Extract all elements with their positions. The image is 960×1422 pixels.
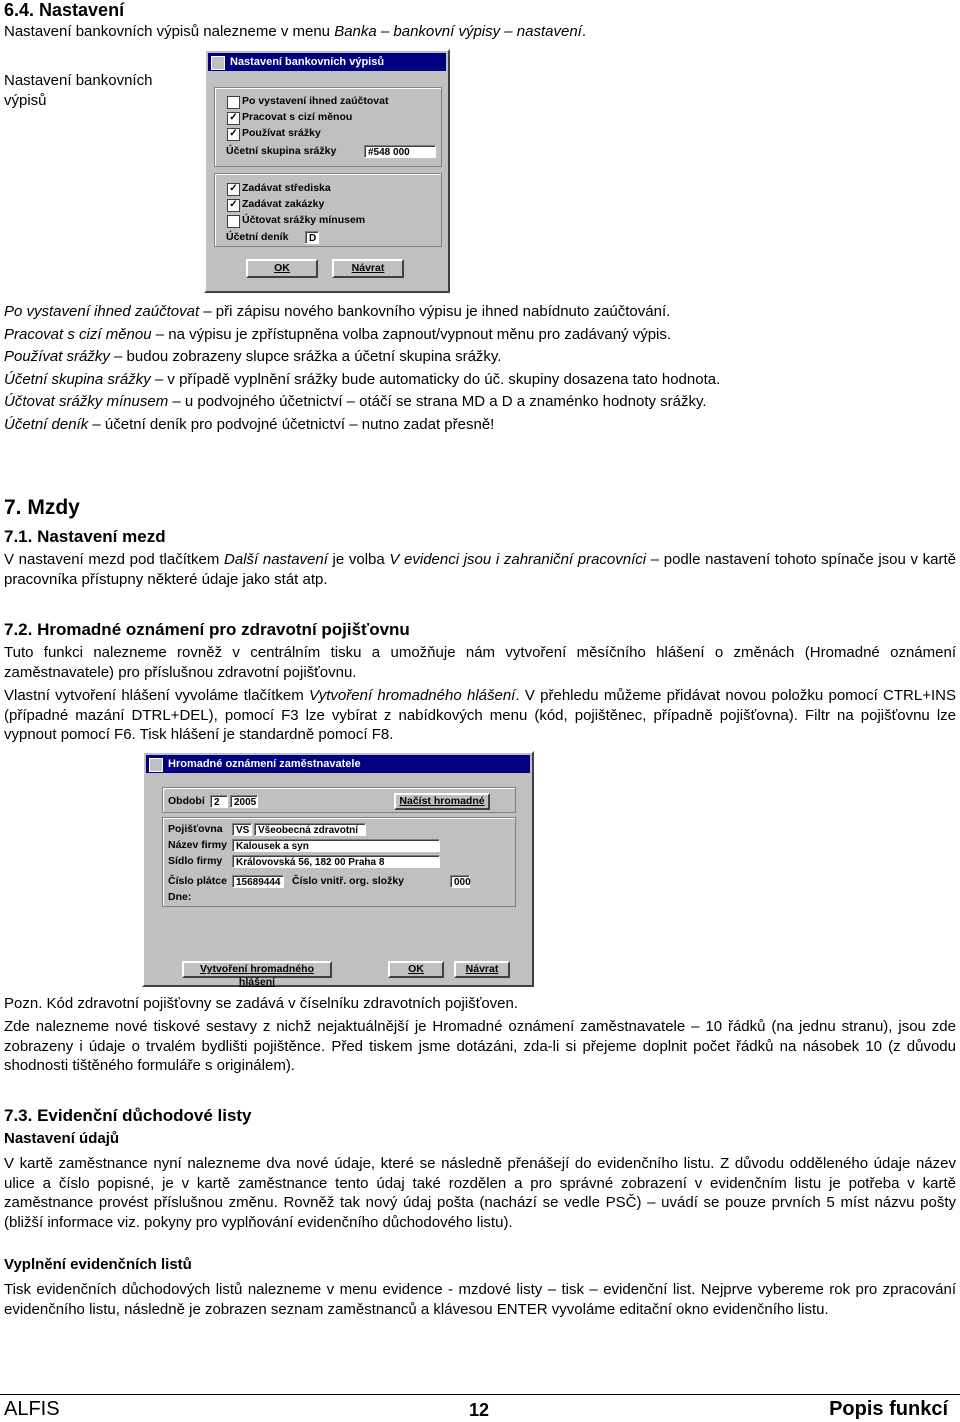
- window-icon: [211, 56, 225, 70]
- field-label: Číslo vnitř. org. složky: [292, 875, 405, 887]
- company-seat-input[interactable]: Královovská 56, 182 00 Praha 8: [232, 855, 440, 868]
- checkbox-label: Zadávat střediska: [242, 182, 331, 194]
- field-label: Účetní deník: [226, 231, 289, 243]
- subheading-fill: Vyplnění evidenčních listů: [4, 1256, 192, 1273]
- window-icon: [149, 758, 163, 772]
- bank-settings-dialog: [204, 49, 450, 293]
- heading-7-3: 7.3. Evidenční důchodové listy: [4, 1106, 252, 1125]
- checkbox-label: Pracovat s cizí měnou: [242, 111, 353, 123]
- payer-number-input[interactable]: 15689444: [232, 875, 284, 888]
- note: Pozn. Kód zdravotní pojišťovny se zadává v číselníku zdravotních pojišťoven.: [4, 995, 519, 1012]
- paragraph-7-3-1: V kartě zaměstnance nyní nalezneme dva nové údaje, které se následně přenášejí do evidenčního listu. Z důvodu odděleného údaje název ulice a číslo popisné, je v kartě zaměstnance tento údaj také rozdělen a pro správné zobrazení v evidenčním listu je potřeba v kartě zaměstnance provést příslušnou změnu. Rovněž tak nový údaj pošta (nachází se vedle PSČ) – uvádí se pouze prvních 5 míst názvu pošty (bližší informace viz. pokyny pro vyplňování evidenčního důchodového listu).: [4, 1155, 956, 1231]
- paragraph-7-2-2: Vlastní vytvoření hlášení vyvoláme tlačítkem Vytvoření hromadného hlášení. V přehledu můžeme přidávat novou položku pomocí CTRL+INS (případné mazání DTRL+DEL), pomocí F3 lze vybírat z nabídkových menu (kód, pojištěnec, případně pojišťovna). Filtr na pojišťovnu lze vypnout pomocí F6. Tisk hlášení je standardně pomocí F8.: [4, 687, 956, 743]
- checkbox-label: Zadávat zakázky: [242, 198, 325, 210]
- field-label: Číslo plátce: [168, 875, 227, 887]
- heading-7-1: 7.1. Nastavení mezd: [4, 527, 166, 546]
- paragraph-7-1: V nastavení mezd pod tlačítkem Další nastavení je volba V evidenci jsou i zahraniční pracovníci – podle nastavení tohoto spínače jsou v kartě pracovníka přístupny některé údaje jako stát atp.: [4, 551, 956, 588]
- heading-7-2: 7.2. Hromadné oznámení pro zdravotní pojišťovnu: [4, 620, 410, 639]
- period-year-input[interactable]: 2005: [230, 795, 258, 808]
- page-footer-rule: [0, 1394, 960, 1395]
- description-line: Po vystavení ihned zaúčtovat – při zápisu nového bankovního výpisu je ihned nabídnuto zaúčtování.: [4, 303, 671, 320]
- paragraph-7-2-3: Zde nalezneme nové tiskové sestavy z nichž nejaktuálnější je Hromadné oznámení zaměstnavatele – 10 řádků (na jednu stranu), jsou zde zobrazeny i údaje o trvalém bydlišti pojištěnce. Před tiskem jsme dotázáni, zda-li si přejeme doplnit počet řádků na násobek 10 (z důvodu shodnosti tištěného formuláře s originálem).: [4, 1018, 956, 1074]
- checkbox-orders[interactable]: ✓: [227, 199, 240, 212]
- ok-button[interactable]: OK: [388, 961, 444, 978]
- checkbox-use-deductions[interactable]: ✓: [227, 128, 240, 141]
- journal-input[interactable]: D: [305, 231, 319, 244]
- description-line: Účetní skupina srážky – v případě vyplnění srážky bude automaticky do úč. skupiny dosazena tato hodnota.: [4, 370, 721, 388]
- checkbox-post-immediately[interactable]: [227, 96, 240, 109]
- checkbox-label: Účtovat srážky mínusem: [242, 214, 366, 226]
- period-month-input[interactable]: 2: [210, 795, 228, 808]
- field-label: Sídlo firmy: [168, 855, 223, 867]
- description-line: Pracovat s cizí měnou – na výpisu je zpřístupněna volba zapnout/vypnout měnu pro zadávaný výpis.: [4, 325, 672, 343]
- checkbox-foreign-currency[interactable]: ✓: [227, 112, 240, 125]
- field-label: Pojišťovna: [168, 823, 223, 835]
- company-name-input[interactable]: Kalousek a syn: [232, 839, 440, 852]
- checkbox-deductions-minus[interactable]: [227, 215, 240, 228]
- subheading-settings: Nastavení údajů: [4, 1130, 120, 1147]
- side-label: Nastavení bankovních výpisů: [4, 72, 153, 109]
- description-line: Účetní deník – účetní deník pro podvojné účetnictví – nutno zadat přesně!: [4, 415, 495, 433]
- description-list: [4, 302, 954, 434]
- description-line: Používat srážky – budou zobrazeny slupce srážka a účetní skupina srážky.: [4, 348, 502, 365]
- insurer-code-input[interactable]: VS: [232, 823, 252, 836]
- create-report-button[interactable]: Vytvoření hromadného hlášení: [182, 961, 332, 978]
- checkbox-label: Po vystavení ihned zaúčtovat: [242, 95, 389, 107]
- footer-right: Popis funkcí: [829, 1398, 948, 1420]
- description-line: Účtovat srážky mínusem – u podvojného účetnictví – otáčí se strana MD a D a znaménko hodnoty srážky.: [4, 393, 707, 410]
- paragraph-7-3-2: Tisk evidenčních důchodových listů nalezneme v menu evidence - mzdové listy – tisk – evidenční list. Nejprve vybereme rok pro zpracování evidenčního listu, následně je zobrazen seznam zaměstnanců a klávesou ENTER vyvoláme editační okno evidenčního listu.: [4, 1281, 956, 1318]
- dialog-titlebar: Nastavení bankovních výpisů: [208, 53, 446, 71]
- deduction-group-input[interactable]: #548 000: [364, 145, 436, 158]
- ok-button[interactable]: OK: [246, 259, 318, 278]
- paragraph-7-2-1: Tuto funkci nalezneme rovněž v centrálním tisku a umožňuje nám vytvoření měsíčního hlášení o změnách (Hromadné oznámení zaměstnavatele) pro příslušnou zdravotní pojišťovnu.: [4, 644, 956, 681]
- insurer-name-input[interactable]: Všeobecná zdravotní: [254, 823, 366, 836]
- dialog-titlebar: Hromadné oznámení zaměstnavatele: [146, 755, 530, 773]
- intro-text: Nastavení bankovních výpisů nalezneme v menu Banka – bankovní výpisy – nastavení.: [4, 23, 587, 40]
- heading-7: 7. Mzdy: [4, 496, 80, 519]
- org-unit-input[interactable]: 000: [450, 875, 470, 888]
- heading-6-4: 6.4. Nastavení: [4, 0, 125, 20]
- field-label: Název firmy: [168, 839, 227, 851]
- field-label: Dne:: [168, 891, 192, 903]
- checkbox-label: Používat srážky: [242, 127, 321, 139]
- back-button[interactable]: Návrat: [332, 259, 404, 278]
- load-bulk-button[interactable]: Načíst hromadné: [394, 793, 490, 810]
- footer-left: ALFIS: [4, 1398, 60, 1420]
- page-number: 12: [469, 1400, 490, 1420]
- field-label: Období: [168, 795, 205, 807]
- health-insurance-dialog: [142, 751, 534, 987]
- field-label: Účetní skupina srážky: [226, 145, 337, 157]
- checkbox-centers[interactable]: ✓: [227, 183, 240, 196]
- back-button[interactable]: Návrat: [454, 961, 510, 978]
